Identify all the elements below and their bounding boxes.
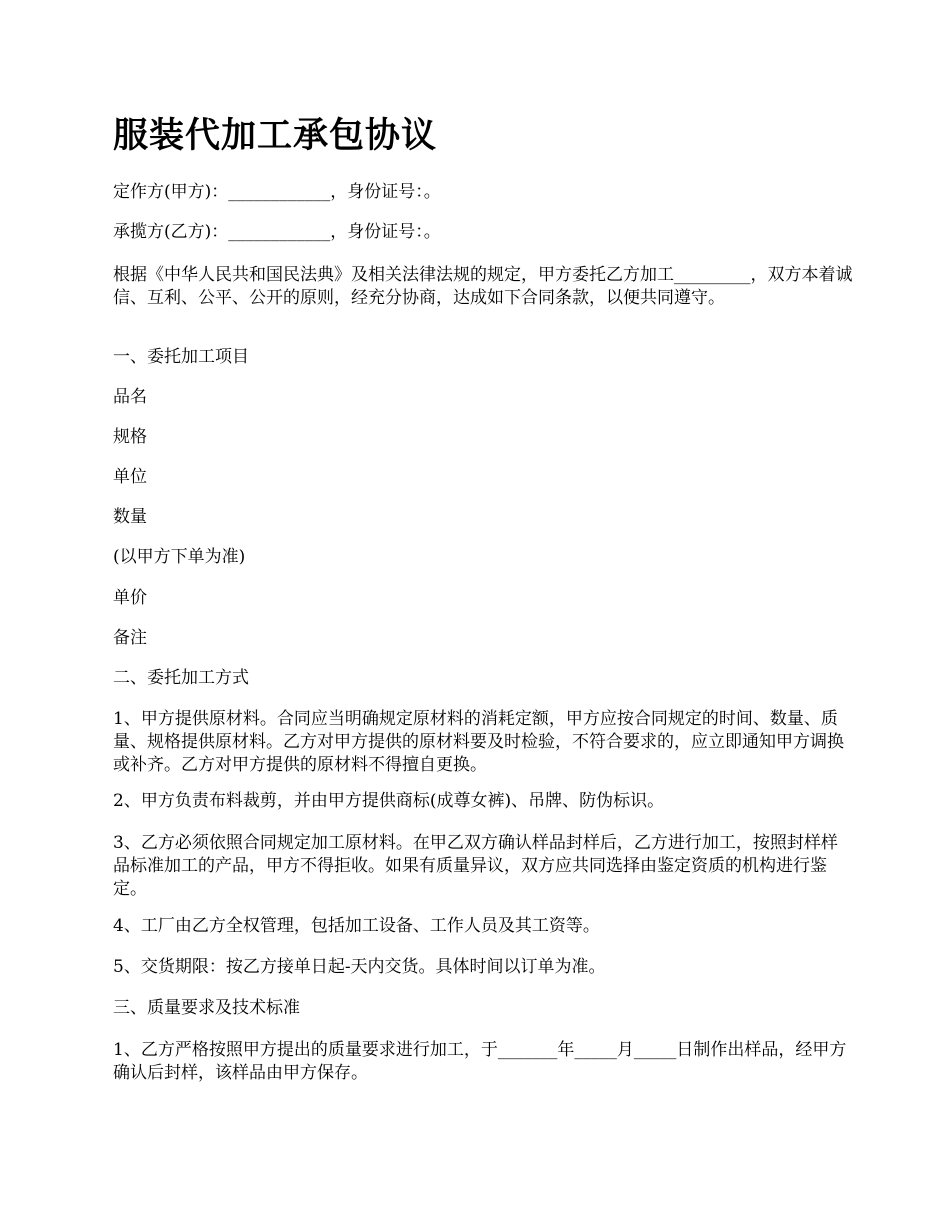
- party-a-line: 定作方(甲方)：____________，身份证号：。: [113, 182, 441, 202]
- document-title: 服装代加工承包协议: [113, 116, 438, 156]
- preamble-paragraph: 根据《中华人民共和国民法典》及相关法律法规的规定，甲方委托乙方加工_________，双方本着诚信、互利、公平、公开的原则，经充分协商，达成如下合同条款，以便共同遵守。: [113, 265, 853, 308]
- field-unit: 单位: [113, 467, 147, 487]
- field-specification: 规格: [113, 427, 147, 447]
- party-b-line: 承揽方(乙方)：____________，身份证号：。: [113, 222, 441, 242]
- field-quantity: 数量: [113, 507, 147, 527]
- field-product-name: 品名: [113, 387, 147, 407]
- section-2-heading: 二、委托加工方式: [113, 668, 249, 688]
- section-3-heading: 三、质量要求及技术标准: [113, 998, 300, 1018]
- section-1-heading: 一、委托加工项目: [113, 347, 249, 367]
- section-2-item-3: 3、乙方必须依照合同规定加工原材料。在甲乙双方确认样品封样后，乙方进行加工，按照封样样品标准加工的产品，甲方不得拒收。如果有质量异议，双方应共同选择由鉴定资质的机构进行鉴定。: [113, 833, 838, 899]
- section-2-item-2: 2、甲方负责布料裁剪，并由甲方提供商标(成尊女裤)、吊牌、防伪标识。: [113, 791, 665, 811]
- field-unit-price: 单价: [113, 588, 147, 608]
- field-remarks: 备注: [113, 628, 147, 648]
- section-2-item-5: 5、交货期限：按乙方接单日起-天内交货。具体时间以订单为准。: [113, 957, 606, 977]
- section-2-item-4: 4、工厂由乙方全权管理，包括加工设备、工作人员及其工资等。: [113, 916, 600, 936]
- section-3-item-1: 1、乙方严格按照甲方提出的质量要求进行加工，于_______年_____月_____日制作出样品，经甲方确认后封样，该样品由甲方保存。: [113, 1040, 847, 1083]
- field-quantity-note: (以甲方下单为准): [113, 547, 246, 567]
- section-2-item-1: 1、甲方提供原材料。合同应当明确规定原材料的消耗定额，甲方应按合同规定的时间、数量、质量、规格提供原材料。乙方对甲方提供的原材料要及时检验，不符合要求的，应立即通知甲方调换或补齐。乙方对甲方提供的原材料不得擅自更换。: [113, 709, 844, 775]
